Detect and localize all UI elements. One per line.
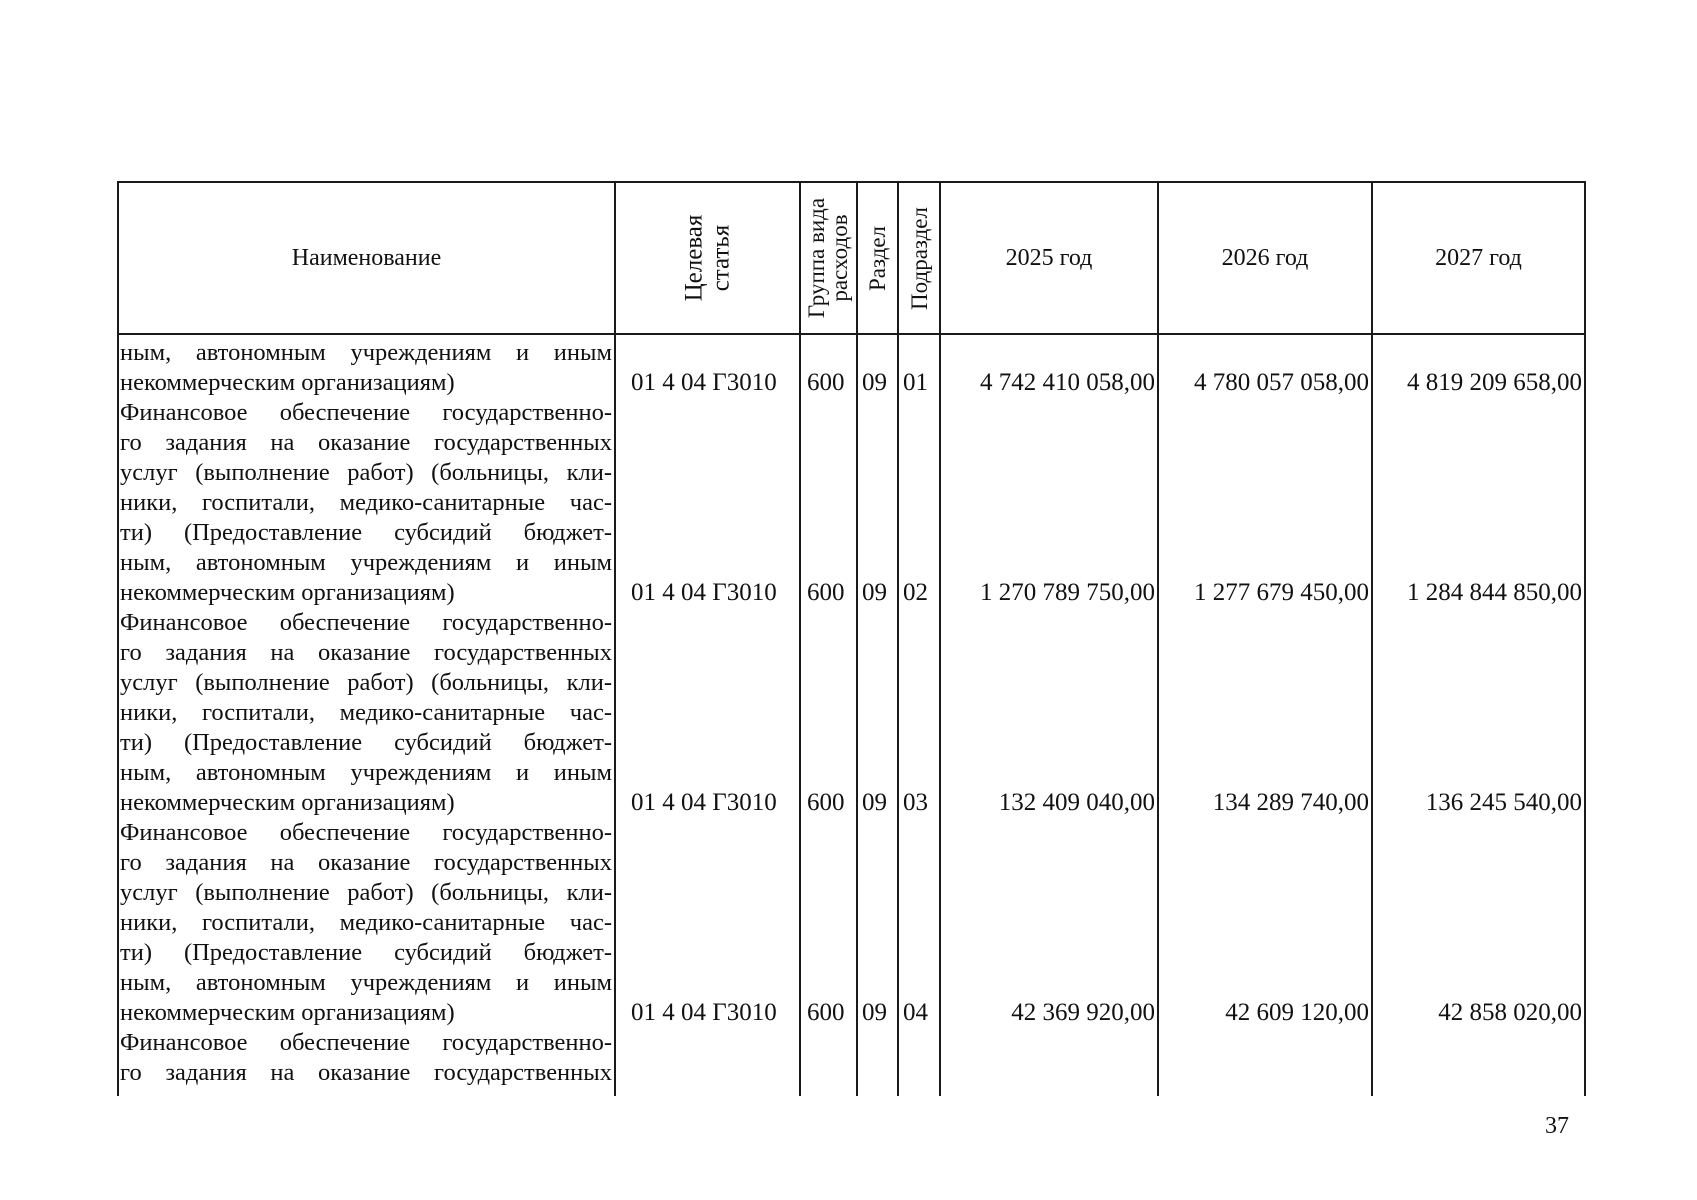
name-line: го задания на оказание государственных bbox=[120, 429, 612, 456]
header-2025: 2025 год bbox=[1005, 245, 1093, 271]
name-line: услуг (выполнение работ) (больницы, кли- bbox=[120, 879, 612, 906]
name-line: некоммерческим организациям) bbox=[120, 369, 455, 396]
amount-2026: 134 289 740,00 bbox=[1212, 789, 1369, 816]
amount-2026: 4 780 057 058,00 bbox=[1194, 369, 1369, 396]
header-group bbox=[801, 183, 856, 333]
name-line: ным, автономным учреждениям и иным bbox=[120, 549, 612, 576]
name-line: ники, госпитали, медико-санитарные час- bbox=[120, 489, 612, 516]
name-line: го задания на оказание государственных bbox=[120, 639, 612, 666]
amount-2027: 42 858 020,00 bbox=[1438, 999, 1582, 1026]
amount-2027: 1 284 844 850,00 bbox=[1407, 579, 1582, 606]
target-code: 01 4 04 Г3010 bbox=[631, 999, 777, 1026]
expense-group: 600 bbox=[807, 369, 845, 396]
name-line: го задания на оказание государственных bbox=[120, 1059, 612, 1086]
amount-2025: 42 369 920,00 bbox=[1011, 999, 1155, 1026]
name-column-text bbox=[120, 338, 612, 1088]
section: 09 bbox=[862, 369, 887, 396]
header-section bbox=[858, 183, 897, 333]
header-name-label: Наименование bbox=[291, 245, 442, 271]
header-section-label: Раздел bbox=[865, 225, 890, 291]
target-code: 01 4 04 Г3010 bbox=[631, 369, 777, 396]
name-line: ти) (Предоставление субсидий бюджет- bbox=[120, 729, 612, 756]
target-code: 01 4 04 Г3010 bbox=[631, 579, 777, 606]
name-line: го задания на оказание государственных bbox=[120, 849, 612, 876]
header-divider bbox=[117, 333, 1586, 335]
subsection: 02 bbox=[903, 579, 928, 606]
budget-table bbox=[117, 181, 1586, 1096]
amount-2025: 1 270 789 750,00 bbox=[980, 579, 1155, 606]
header-subsection-label: Подраздел bbox=[906, 206, 932, 310]
amount-2026: 1 277 679 450,00 bbox=[1194, 579, 1369, 606]
target-code: 01 4 04 Г3010 bbox=[631, 789, 777, 816]
name-line: ным, автономным учреждениям и иным bbox=[120, 759, 612, 786]
name-line: ники, госпитали, медико-санитарные час- bbox=[120, 909, 612, 936]
amount-2026: 42 609 120,00 bbox=[1225, 999, 1369, 1026]
header-subsection bbox=[899, 183, 939, 333]
name-line: услуг (выполнение работ) (больницы, кли- bbox=[120, 669, 612, 696]
amount-2027: 4 819 209 658,00 bbox=[1407, 369, 1582, 396]
name-line: Финансовое обеспечение государственно- bbox=[120, 399, 612, 426]
name-line: ным, автономным учреждениям и иным bbox=[120, 339, 612, 366]
subsection: 04 bbox=[903, 999, 928, 1026]
amount-2027: 136 245 540,00 bbox=[1425, 789, 1582, 816]
header-name bbox=[119, 183, 614, 333]
subsection: 01 bbox=[903, 369, 928, 396]
expense-group: 600 bbox=[807, 789, 845, 816]
name-line: Финансовое обеспечение государственно- bbox=[120, 819, 612, 846]
header-target bbox=[616, 183, 799, 333]
name-line: ным, автономным учреждениям и иным bbox=[120, 969, 612, 996]
name-line: некоммерческим организациям) bbox=[120, 999, 455, 1026]
name-line: Финансовое обеспечение государственно- bbox=[120, 609, 612, 636]
amount-2025: 132 409 040,00 bbox=[998, 789, 1155, 816]
header-group-label: Группа вида расходов bbox=[804, 197, 853, 319]
section: 09 bbox=[862, 999, 887, 1026]
name-line: ники, госпитали, медико-санитарные час- bbox=[120, 699, 612, 726]
table-border-right bbox=[1584, 183, 1586, 1096]
subsection: 03 bbox=[903, 789, 928, 816]
section: 09 bbox=[862, 579, 887, 606]
name-line: ти) (Предоставление субсидий бюджет- bbox=[120, 519, 612, 546]
expense-group: 600 bbox=[807, 579, 845, 606]
name-line: услуг (выполнение работ) (больницы, кли- bbox=[120, 459, 612, 486]
header-target-label: Целевая статья bbox=[680, 214, 735, 302]
name-line: некоммерческим организациям) bbox=[120, 789, 455, 816]
amount-2025: 4 742 410 058,00 bbox=[980, 369, 1155, 396]
header-2026: 2026 год bbox=[1221, 245, 1309, 271]
name-line: ти) (Предоставление субсидий бюджет- bbox=[120, 939, 612, 966]
page-number: 37 bbox=[1545, 1113, 1569, 1139]
name-line: некоммерческим организациям) bbox=[120, 579, 455, 606]
expense-group: 600 bbox=[807, 999, 845, 1026]
name-line: Финансовое обеспечение государственно- bbox=[120, 1029, 612, 1056]
header-2027: 2027 год bbox=[1435, 245, 1522, 271]
section: 09 bbox=[862, 789, 887, 816]
